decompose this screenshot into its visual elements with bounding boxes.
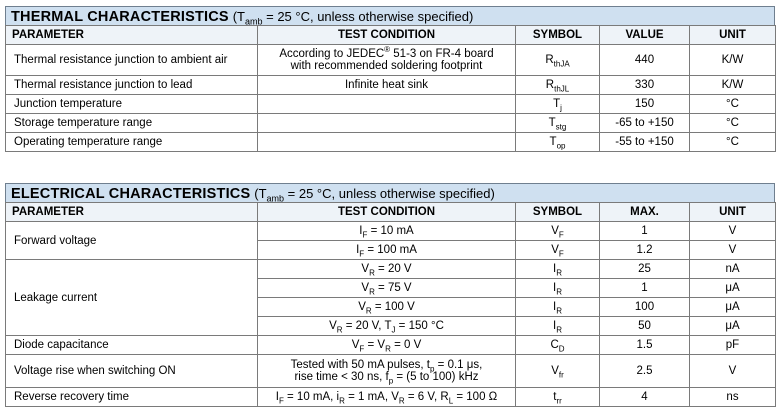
thermal-title: THERMAL CHARACTERISTICS	[11, 9, 229, 25]
unit-cell: ns	[690, 388, 776, 407]
value-cell: -55 to +150	[600, 133, 690, 152]
parameter-cell: Leakage current	[6, 260, 258, 336]
header-value: VALUE	[600, 26, 690, 45]
table-row	[6, 355, 776, 388]
unit-cell: μA	[690, 298, 776, 317]
unit-cell: °C	[690, 114, 776, 133]
unit-cell: °C	[690, 95, 776, 114]
header-max: MAX.	[600, 203, 690, 222]
parameter-cell: Forward voltage	[6, 222, 258, 260]
table-row	[6, 388, 776, 407]
parameter-cell: Operating temperature range	[6, 133, 258, 152]
parameter-cell: Reverse recovery time	[6, 388, 258, 407]
unit-cell: V	[690, 355, 776, 388]
symbol-cell: $C_D$	[516, 336, 600, 355]
unit-cell: K/W	[690, 45, 776, 76]
header-test-condition: TEST CONDITION	[258, 203, 516, 222]
symbol-cell: $V_{fr}$	[516, 355, 600, 388]
table-row	[6, 336, 776, 355]
value-cell: 1	[600, 279, 690, 298]
condition-cell: $V_F = V_R = 0$ V	[258, 336, 516, 355]
header-symbol: SYMBOL	[516, 203, 600, 222]
header-unit: UNIT	[690, 26, 776, 45]
value-cell: 1.2	[600, 241, 690, 260]
table-row	[6, 222, 776, 241]
value-cell: 50	[600, 317, 690, 336]
header-test-condition: TEST CONDITION	[258, 26, 516, 45]
condition-cell	[258, 114, 516, 133]
value-cell: -65 to +150	[600, 114, 690, 133]
symbol-cell: $T_{stg}$	[516, 114, 600, 133]
value-cell: 330	[600, 76, 690, 95]
value-cell: 100	[600, 298, 690, 317]
condition-cell: $V_R = 20$ V, $T_J = 150$ °C	[258, 317, 516, 336]
parameter-cell: Junction temperature	[6, 95, 258, 114]
electrical-header-row	[6, 203, 776, 222]
symbol-cell: $R_{thJA}$	[516, 45, 600, 76]
symbol-cell: $V_F$	[516, 241, 600, 260]
condition-cell	[258, 133, 516, 152]
symbol-cell: $T_j$	[516, 95, 600, 114]
electrical-condition: ($T_{amb} = 25$ °C, unless otherwise specified)	[254, 186, 495, 204]
table-row	[6, 45, 776, 76]
header-symbol: SYMBOL	[516, 26, 600, 45]
symbol-cell: $T_{op}$	[516, 133, 600, 152]
value-cell: 1.5	[600, 336, 690, 355]
condition-cell: $I_F = 10$ mA, $i_R = 1$ mA, $V_R = 6$ V, $R_L = 100$ Ω	[258, 388, 516, 407]
thermal-condition: ($T_{amb} = 25$ °C, unless otherwise specified)	[232, 9, 474, 27]
value-cell: 1	[600, 222, 690, 241]
symbol-cell: $R_{thJL}$	[516, 76, 600, 95]
condition-cell: According to JEDEC® 51-3 on FR-4 board with recommended soldering footprint	[258, 45, 516, 76]
condition-cell: Tested with 50 mA pulses, $t_p = 0.1$ μs, rise time < 30 ns, $f_p = (5$ to 100) kHz	[258, 355, 516, 388]
value-cell: 440	[600, 45, 690, 76]
parameter-cell: Voltage rise when switching ON	[6, 355, 258, 388]
table-row	[6, 260, 776, 279]
unit-cell: nA	[690, 260, 776, 279]
unit-cell: °C	[690, 133, 776, 152]
table-row	[6, 95, 776, 114]
electrical-title-bar	[5, 183, 775, 202]
table-row	[6, 114, 776, 133]
symbol-cell: $I_R$	[516, 298, 600, 317]
condition-cell	[258, 95, 516, 114]
electrical-title: ELECTRICAL CHARACTERISTICS	[11, 186, 251, 202]
condition-cell: $I_F = 10$ mA	[258, 222, 516, 241]
parameter-cell: Thermal resistance junction to ambient air	[6, 45, 258, 76]
table-row	[6, 133, 776, 152]
header-parameter: PARAMETER	[6, 203, 258, 222]
condition-cell: $V_R = 75$ V	[258, 279, 516, 298]
condition-cell: Infinite heat sink	[258, 76, 516, 95]
condition-cell: $V_R = 100$ V	[258, 298, 516, 317]
value-cell: 4	[600, 388, 690, 407]
unit-cell: μA	[690, 317, 776, 336]
unit-cell: pF	[690, 336, 776, 355]
header-unit: UNIT	[690, 203, 776, 222]
value-cell: 150	[600, 95, 690, 114]
unit-cell: V	[690, 222, 776, 241]
thermal-header-row	[6, 26, 776, 45]
value-cell: 2.5	[600, 355, 690, 388]
symbol-cell: $I_R$	[516, 279, 600, 298]
header-parameter: PARAMETER	[6, 26, 258, 45]
thermal-title-bar	[5, 6, 775, 25]
parameter-cell: Diode capacitance	[6, 336, 258, 355]
table-row	[6, 76, 776, 95]
electrical-characteristics-table	[5, 183, 775, 407]
condition-cell: $I_F = 100$ mA	[258, 241, 516, 260]
unit-cell: V	[690, 241, 776, 260]
condition-cell: $V_R = 20$ V	[258, 260, 516, 279]
symbol-cell: $t_{rr}$	[516, 388, 600, 407]
parameter-cell: Storage temperature range	[6, 114, 258, 133]
thermal-characteristics-table	[5, 6, 775, 152]
unit-cell: μA	[690, 279, 776, 298]
symbol-cell: $I_R$	[516, 317, 600, 336]
value-cell: 25	[600, 260, 690, 279]
symbol-cell: $I_R$	[516, 260, 600, 279]
unit-cell: K/W	[690, 76, 776, 95]
symbol-cell: $V_F$	[516, 222, 600, 241]
parameter-cell: Thermal resistance junction to lead	[6, 76, 258, 95]
